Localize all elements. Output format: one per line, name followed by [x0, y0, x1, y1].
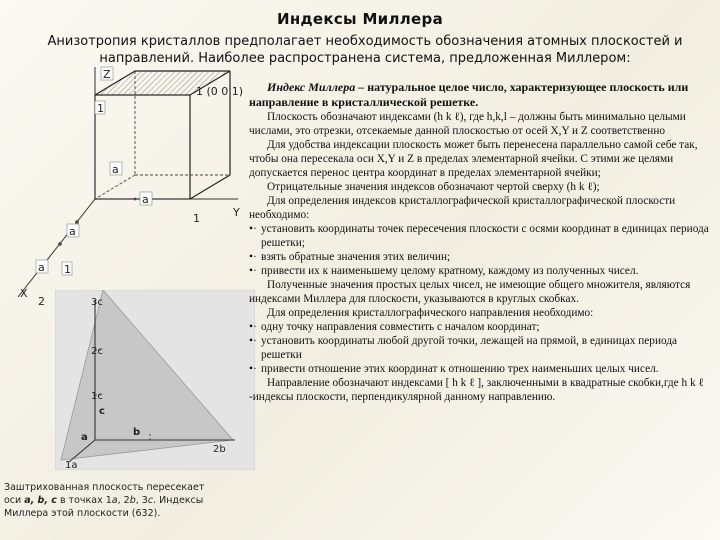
x-two-label: 2 — [38, 295, 45, 308]
right-one-label: 1 — [193, 212, 200, 225]
a-middle-label: а — [142, 193, 149, 206]
list-item: •· привести их к наименьшему целому кратному, каждому из полученных чисел. — [249, 265, 639, 277]
b-label: b — [133, 427, 141, 438]
plane-diagram — [55, 290, 255, 470]
z-axis-label: Z — [103, 68, 111, 81]
cube-diagram — [0, 65, 262, 310]
a-bottom-label: а — [38, 261, 45, 274]
paragraph-plane-steps-intro: Для определения индексов кристаллографической кристаллографической плоскости необходимо: — [249, 195, 676, 221]
three-c-label: 3c — [91, 297, 103, 308]
paragraph-translation: Для удобства индексации плоскость может быть перенесена параллельно самой себе так, чтобы она пересекала оси X,Y и Z в пределах элементарной ячейки. С этими же целями допускается перенос центра координат в пределах элементарной ячейки; — [249, 139, 698, 179]
one-c-label: 1c — [91, 391, 103, 402]
lattice-points — [41, 198, 136, 267]
cube-figure — [0, 65, 262, 310]
top-right-coord-label — [196, 85, 243, 98]
lead-paragraph: Индекс Миллера – натуральное целое число, характеризующее плоскость или направление в кристаллической решетке. — [249, 80, 689, 109]
list-item: •· привести отношение этих координат к отношению трех наименьших целых чисел. — [249, 363, 659, 375]
intro-text: Анизотропия кристаллов предполагает необходимость обозначения атомных плоскостей и направлений. Наиболее распространена система, предложенная Миллером: — [47, 34, 683, 66]
y-axis-label: Y — [233, 206, 240, 219]
paragraph-plane-indices: Плоскость обозначают индексами (h k ℓ), где h,k,l – должны быть минимально целыми числами, это отрезки, отсекаемые данной плоскостью от осей X,Y и Z соответственно — [249, 111, 686, 137]
bottom-one-label: 1 — [64, 263, 71, 276]
text-column — [249, 80, 713, 404]
c-label: c — [99, 406, 105, 417]
a-front-label: а — [112, 163, 119, 176]
slide-title: Индексы Миллера — [276, 10, 443, 28]
top-left-one-label: 1 — [97, 102, 104, 115]
paragraph-negative: Отрицательные значения индексов обозначают чертой сверху (h k ℓ); — [267, 181, 600, 193]
plane-figure — [55, 290, 255, 470]
coord-part: 1 (0 0 1) — [196, 85, 244, 98]
x-axis-label: X — [20, 287, 28, 300]
a-left-label: а — [69, 225, 76, 238]
list-item: •· установить координаты любой другой точки, лежащей на прямой, в единицах периода решетки — [249, 335, 678, 361]
plane-caption: Заштрихованная плоскость пересекает оси a, b, c в точках 1a, 2b, 3c. Индексы Миллера этой плоскости (632). — [4, 482, 205, 519]
axes — [18, 67, 238, 297]
paragraph-direction-notation: Направление обозначают индексами [ h k ℓ ], заключенными в квадратные скобки,где h k ℓ -индексы плоскости, перпендикулярной данному направлению. — [249, 377, 704, 403]
paragraph-direction-intro: Для определения кристаллографического направления необходимо: — [267, 307, 594, 319]
two-c-label: 2c — [91, 346, 103, 357]
paragraph-result: Полученные значения простых целых чисел, не имеющие общего множителя, являются индексами Миллера для плоскости, указываются в круглых скобках. — [249, 279, 691, 305]
list-item: •· одну точку направления совместить с началом координат; — [249, 321, 540, 333]
one-a-label: 1a — [65, 460, 78, 470]
a-label: a — [81, 432, 88, 443]
two-b-label: 2b — [213, 444, 226, 455]
list-item: •· взять обратные значения этих величин; — [249, 251, 451, 263]
list-item: •· установить координаты точек пересечения плоскости с осями координат в единицах периода решетки; — [249, 223, 709, 249]
